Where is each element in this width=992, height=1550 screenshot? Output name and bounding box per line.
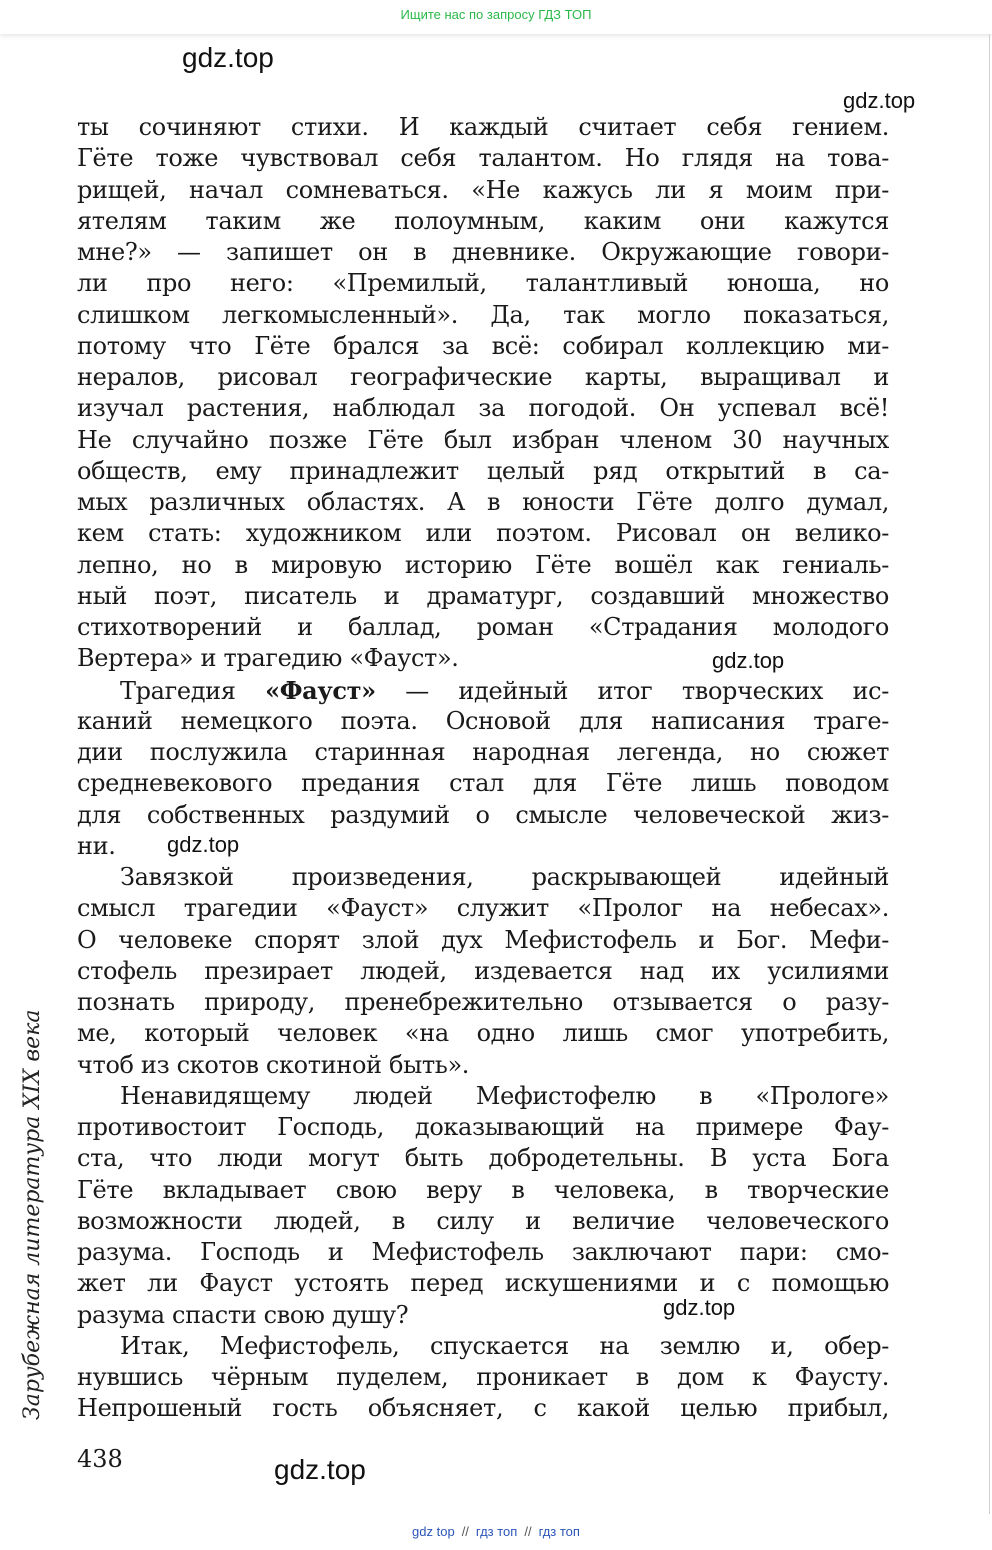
footer-link-gdz-top[interactable]: gdz top — [412, 1524, 455, 1539]
paragraph-god-mephistopheles — [77, 1081, 889, 1331]
text-line: потому что Гёте брался за всё: собирал коллекцию ми- — [77, 331, 889, 360]
text-line: мых различных областях. А в юности Гёте долго думал, — [77, 488, 889, 516]
watermark: gdz.top — [712, 648, 785, 673]
search-hint-link[interactable]: Ищите нас по запросу ГДЗ ТОП — [400, 6, 592, 22]
text-line: Не случайно позже Гёте был избран членом 30 научных — [77, 425, 889, 454]
text-line: изучал растения, наблюдал за погодой. Он успевал всё! — [77, 394, 889, 423]
text-line: средневекового предания стал для Гёте лишь поводом — [77, 769, 889, 798]
text-line: каний немецкого поэта. Основой для написания траге- — [77, 706, 889, 735]
watermark: gdz.top — [274, 1454, 366, 1485]
text-line: познать природу, пренебрежительно отзывается о разу- — [77, 988, 889, 1016]
watermark: gdz.top — [182, 42, 274, 73]
text-line: стофель презирает людей, издевается над их усилиями — [77, 956, 889, 985]
text-line: Итак, Мефистофель, спускается на землю и, обер- — [120, 1331, 889, 1360]
paragraph-faust-intro — [77, 675, 889, 863]
text-line: кем стать: художником или поэтом. Рисовал он велико- — [77, 519, 889, 548]
paragraph-mephistopheles-arrives — [77, 1331, 889, 1425]
text-line: возможности людей, в силу и величие человеческого — [77, 1206, 889, 1235]
bottom-links — [0, 1524, 992, 1539]
text-line: обществ, ему принадлежит целый ряд открытий в са- — [77, 456, 889, 485]
text-line: дии послужила старинная народная легенда, но сюжет — [77, 738, 889, 766]
text-line: ста, что люди могут быть добродетельны. В уста Бога — [77, 1144, 889, 1173]
text-line: противостоит Господь, доказывающий на примере Фау- — [77, 1113, 889, 1141]
text-line: ный поэт, писатель и драматург, создавший множество — [77, 581, 889, 610]
watermark: gdz.top — [663, 1295, 736, 1320]
text-line: лепно, но в мировую историю Гёте вошёл как гениаль- — [77, 550, 889, 579]
watermark: gdz.top — [843, 88, 916, 113]
page-number: 438 — [77, 1445, 123, 1473]
footer-link-gdz-top-ru[interactable]: гдз топ — [475, 1524, 518, 1539]
text-fragment: — идейный итог творческих ис- — [375, 676, 889, 705]
text-line: смысл трагедии «Фауст» служит «Пролог на небесах». — [77, 894, 889, 923]
paragraph-goethe-biography — [77, 112, 889, 675]
footer-link-gdz-top-ru-2[interactable]: гдз топ — [538, 1524, 580, 1539]
text-line: Вертера» и трагедию «Фауст». — [77, 644, 459, 673]
text-line: Непрошеный гость объясняет, с какой целью прибыл, — [77, 1394, 889, 1423]
text-line: слишком легкомысленный». Да, так могло показаться, — [77, 300, 889, 329]
watermark: gdz.top — [167, 832, 240, 857]
text-line: стихотворений и баллад, роман «Страдания молодого — [77, 613, 889, 641]
text-line: жет ли Фауст устоять перед искушениями и с помощью — [77, 1269, 889, 1298]
text-line: разума спасти свою душу? — [77, 1300, 409, 1329]
text-line: нералов, рисовал географические карты, выращивал и — [77, 363, 889, 391]
text-line: О человеке спорят злой дух Мефистофель и Бог. Мефи- — [77, 925, 889, 954]
text-line: для собственных раздумий о смысле человеческой жиз- — [77, 800, 889, 829]
link-separator: // — [524, 1524, 532, 1539]
text-line: ме, который человек «на одно лишь смог употребить, — [77, 1019, 889, 1048]
text-line — [77, 675, 889, 706]
text-line: разума. Господь и Мефистофель заключают пари: смо- — [77, 1238, 889, 1266]
text-line: ни. — [77, 831, 116, 860]
text-line: ли про него: «Премилый, талантливый юноша, но — [77, 269, 889, 298]
text-fragment: Трагедия — [120, 676, 266, 705]
text-line: Гёте тоже чувствовал себя талантом. Но глядя на това- — [77, 144, 889, 173]
link-separator: // — [461, 1524, 469, 1539]
faust-title-bold: «Фауст» — [265, 675, 376, 705]
text-line: рищей, начал сомневаться. «Не кажусь ли я моим при- — [77, 175, 889, 204]
text-line: ятелям таким же полоумным, каким они кажутся — [77, 206, 889, 235]
text-line: нувшись чёрным пуделем, проникает в дом к Фаусту. — [77, 1363, 889, 1391]
text-line: мне?» — запишет он в дневнике. Окружающие говори- — [77, 238, 889, 266]
textbook-body — [77, 112, 889, 1425]
text-line: Завязкой произведения, раскрывающей идейный — [120, 863, 889, 891]
top-banner — [0, 0, 992, 34]
section-side-title: Зарубежная литература XIX века — [20, 1009, 45, 1420]
text-line: ты сочиняют стихи. И каждый считает себя гением. — [77, 113, 889, 141]
paragraph-prologue — [77, 862, 889, 1081]
page-edge-divider — [989, 34, 990, 1514]
text-line: Ненавидящему людей Мефистофелю в «Прологе» — [120, 1081, 889, 1110]
text-line: Гёте вкладывает свою веру в человека, в творческие — [77, 1175, 889, 1204]
text-line: чтоб из скотов скотиной быть». — [77, 1050, 470, 1079]
